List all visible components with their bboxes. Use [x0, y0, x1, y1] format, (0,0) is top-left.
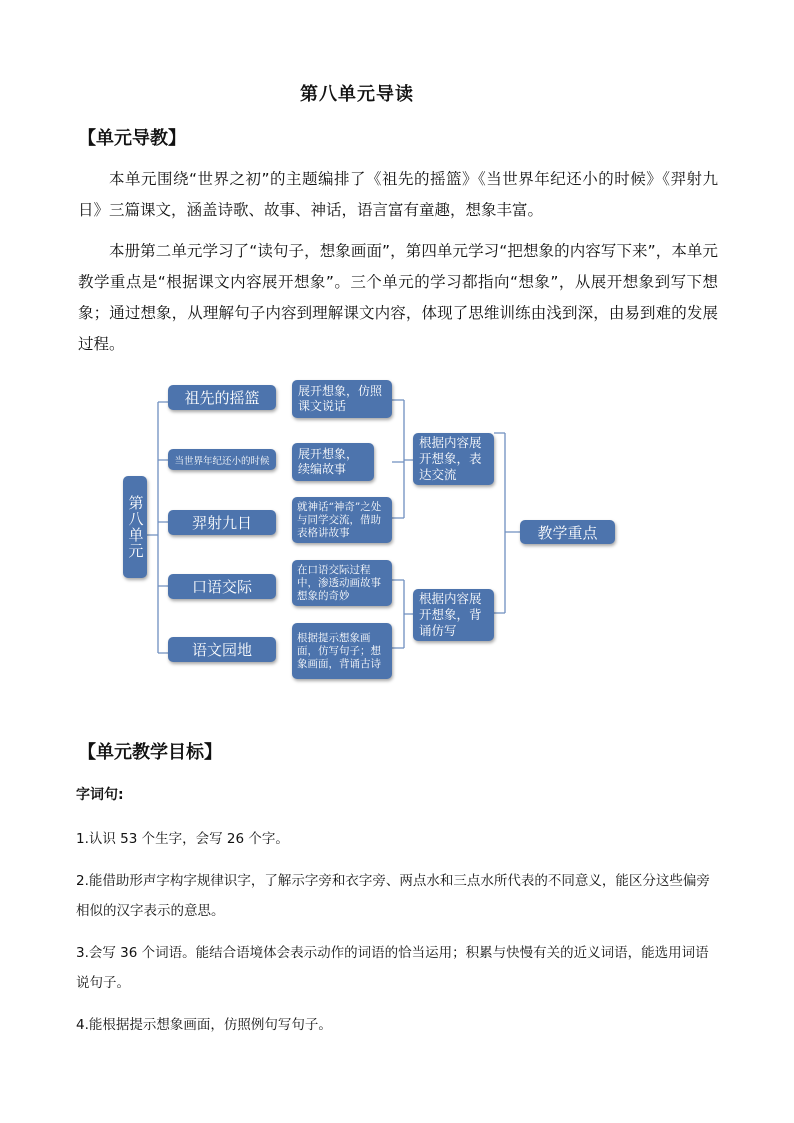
- page-title: 第八单元导读: [300, 84, 414, 105]
- mindmap-note-node: 展开想象，仿照课文说话: [292, 380, 392, 418]
- goal-item: 2.能借助形声字构字规律识字，了解示字旁和衣字旁、两点水和三点水所代表的不同意义，能区分这些偏旁相似的汉字表示的意思。: [76, 873, 710, 919]
- intro-paragraph-2: 本册第二单元学习了“读句子，想象画面”，第四单元学习“把想象的内容写下来”，本单元教学重点是“根据课文内容展开想象”。三个单元的学习都指向“想象”，从展开想象到写下想象；通过想象，从理解句子内容到理解课文内容，体现了思维训练由浅到深，由易到难的发展过程。: [78, 242, 718, 353]
- mindmap-lesson-node: 羿射九日: [168, 510, 276, 535]
- mindmap-root-node: 第八单元: [123, 476, 147, 578]
- goal-item: 4.能根据提示想象画面，仿照例句写句子。: [76, 1017, 332, 1033]
- goal-item: 3.会写 36 个词语。能结合语境体会表示动作的词语的恰当运用；积累与快慢有关的近义词语，能选用词语说句子。: [76, 945, 709, 991]
- mindmap-note-node: 根据提示想象画面，仿写句子；想象画面，背诵古诗: [292, 623, 392, 679]
- mindmap-note-node: 在口语交际过程中，渗透动画故事想象的奇妙: [292, 560, 392, 606]
- section-heading-unit-guide: 【单元导教】: [78, 128, 186, 149]
- mindmap-note-node: 展开想象，续编故事: [292, 443, 374, 481]
- section-heading-teaching-goals: 【单元教学目标】: [78, 742, 222, 763]
- goals-subheading: 字词句:: [76, 787, 124, 803]
- mindmap-group-node: 根据内容展开想象，表达交流: [413, 433, 494, 485]
- intro-paragraph-1: 本单元围绕“世界之初”的主题编排了《祖先的摇篮》《当世界年纪还小的时候》《羿射九日》三篇课文，涵盖诗歌、故事、神话，语言富有童趣，想象丰富。: [78, 170, 718, 219]
- mindmap-lesson-node: 语文园地: [168, 637, 276, 662]
- mindmap-lesson-node: 口语交际: [168, 574, 276, 599]
- goal-item: 1.认识 53 个生字，会写 26 个字。: [76, 831, 289, 847]
- mindmap-lesson-node: 当世界年纪还小的时候: [168, 449, 276, 470]
- mindmap-note-node: 就神话“神奇”之处与同学交流，借助表格讲故事: [292, 497, 392, 543]
- mindmap-group-node: 根据内容展开想象，背诵仿写: [413, 589, 494, 641]
- mindmap-focus-node: 教学重点: [520, 520, 615, 544]
- mindmap-lesson-node: 祖先的摇篮: [168, 385, 276, 410]
